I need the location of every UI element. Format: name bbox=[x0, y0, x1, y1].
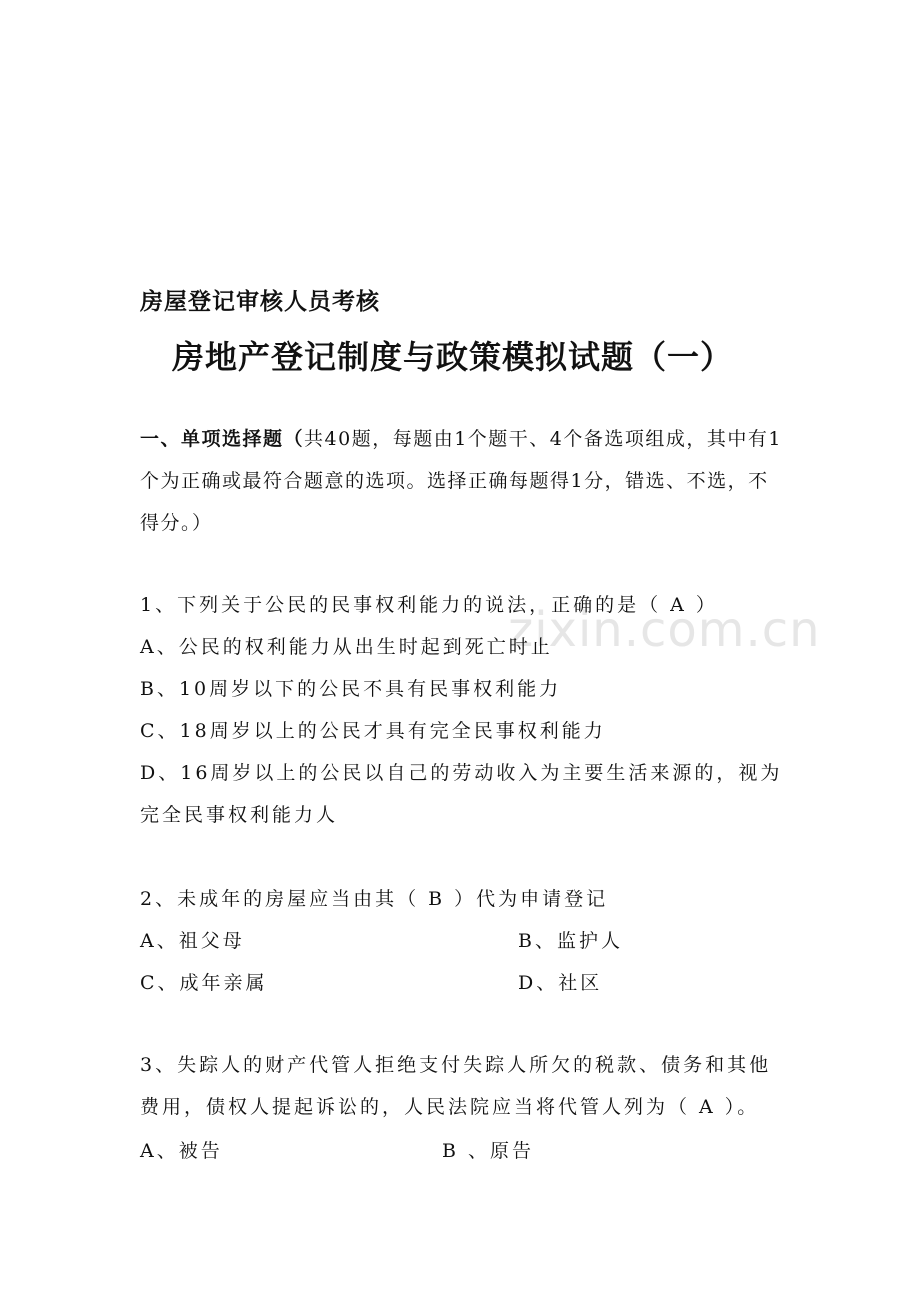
exam-title: 房地产登记制度与政策模拟试题（一） bbox=[172, 338, 734, 376]
section-instructions bbox=[140, 418, 788, 544]
question-1-option-a: A、公民的权利能力从出生时起到死亡时止 bbox=[140, 636, 553, 658]
question-3-stem: 3、失踪人的财产代管人拒绝支付失踪人所欠的税款、债务和其他费用，债权人提起诉讼的，人民法院应当将代管人列为（ A ）。 bbox=[140, 1054, 772, 1118]
exam-subtitle: 房屋登记审核人员考核 bbox=[140, 289, 380, 315]
question-3-option-b: B 、原告 bbox=[442, 1140, 535, 1162]
section-heading: 一、单项选择题（ bbox=[140, 428, 305, 450]
question-2-option-b: B、监护人 bbox=[518, 930, 623, 952]
question-2-option-a: A、祖父母 bbox=[140, 930, 245, 952]
question-1-option-c: C、18周岁以上的公民才具有完全民事权利能力 bbox=[140, 720, 606, 742]
question-2-option-c: C、成年亲属 bbox=[140, 972, 268, 994]
question-3-option-a: A、被告 bbox=[140, 1140, 223, 1162]
question-2-stem: 2、未成年的房屋应当由其（ B ）代为申请登记 bbox=[140, 888, 609, 910]
question-1-option-b: B、10周岁以下的公民不具有民事权利能力 bbox=[140, 678, 562, 700]
section-note: 共40题，每题由1个题干、4个备选项组成，其中有1个为正确或最符合题意的选项。选择正确每题得1分，错选、不选，不得分。） bbox=[140, 428, 782, 534]
question-1-stem: 1、下列关于公民的民事权利能力的说法，正确的是（ A ） bbox=[140, 594, 718, 616]
question-2-option-d: D、社区 bbox=[518, 972, 603, 994]
question-1-option-d: D、16周岁以上的公民以自己的劳动收入为主要生活来源的，视为完全民事权利能力人 bbox=[140, 762, 783, 826]
watermark: zixin.com.cn bbox=[508, 602, 821, 658]
